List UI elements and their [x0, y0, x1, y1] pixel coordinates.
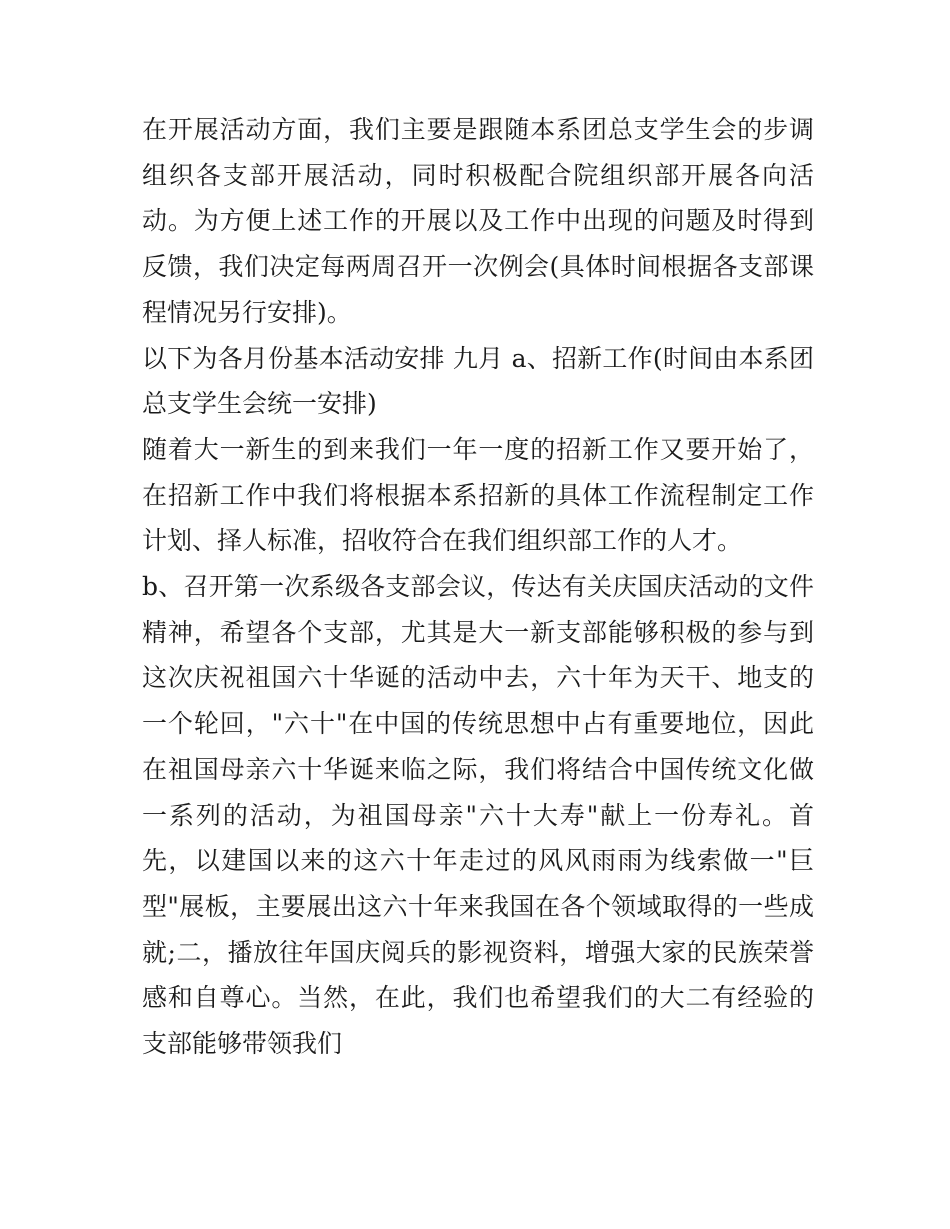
- document-body: [142, 107, 814, 1067]
- paragraph-activities-overview: 在开展活动方面，我们主要是跟随本系团总支学生会的步调组织各支部开展活动，同时积极配合院组织部开展各向活动。为方便上述工作的开展以及工作中出现的问题及时得到反馈，我们决定每两周召开一次例会(具体时间根据各支部课程情况另行安排)。: [142, 115, 814, 327]
- paragraph-recruitment: 随着大一新生的到来我们一年一度的招新工作又要开始了，在招新工作中我们将根据本系招新的具体工作流程制定工作计划、择人标准，招收符合在我们组织部工作的人才。: [142, 434, 814, 556]
- paragraph-first-meeting: b、召开第一次系级各支部会议，传达有关庆国庆活动的文件精神，希望各个支部，尤其是大一新支部能够积极的参与到这次庆祝祖国六十华诞的活动中去，六十年为天干、地支的一个轮回，"六十"在中国的传统思想中占有重要地位，因此在祖国母亲六十华诞来临之际，我们将结合中国传统文化做一系列的活动，为祖国母亲"六十大寿"献上一份寿礼。首先，以建国以来的这六十年走过的风风雨雨为线索做一"巨型"展板，主要展出这六十年来我国在各个领域取得的一些成就;二，播放往年国庆阅兵的影视资料，增强大家的民族荣誉感和自尊心。当然，在此，我们也希望我们的大二有经验的支部能够带领我们: [142, 572, 814, 1059]
- paragraph-monthly-schedule: 以下为各月份基本活动安排 九月 a、招新工作(时间由本系团总支学生会统一安排): [142, 343, 814, 419]
